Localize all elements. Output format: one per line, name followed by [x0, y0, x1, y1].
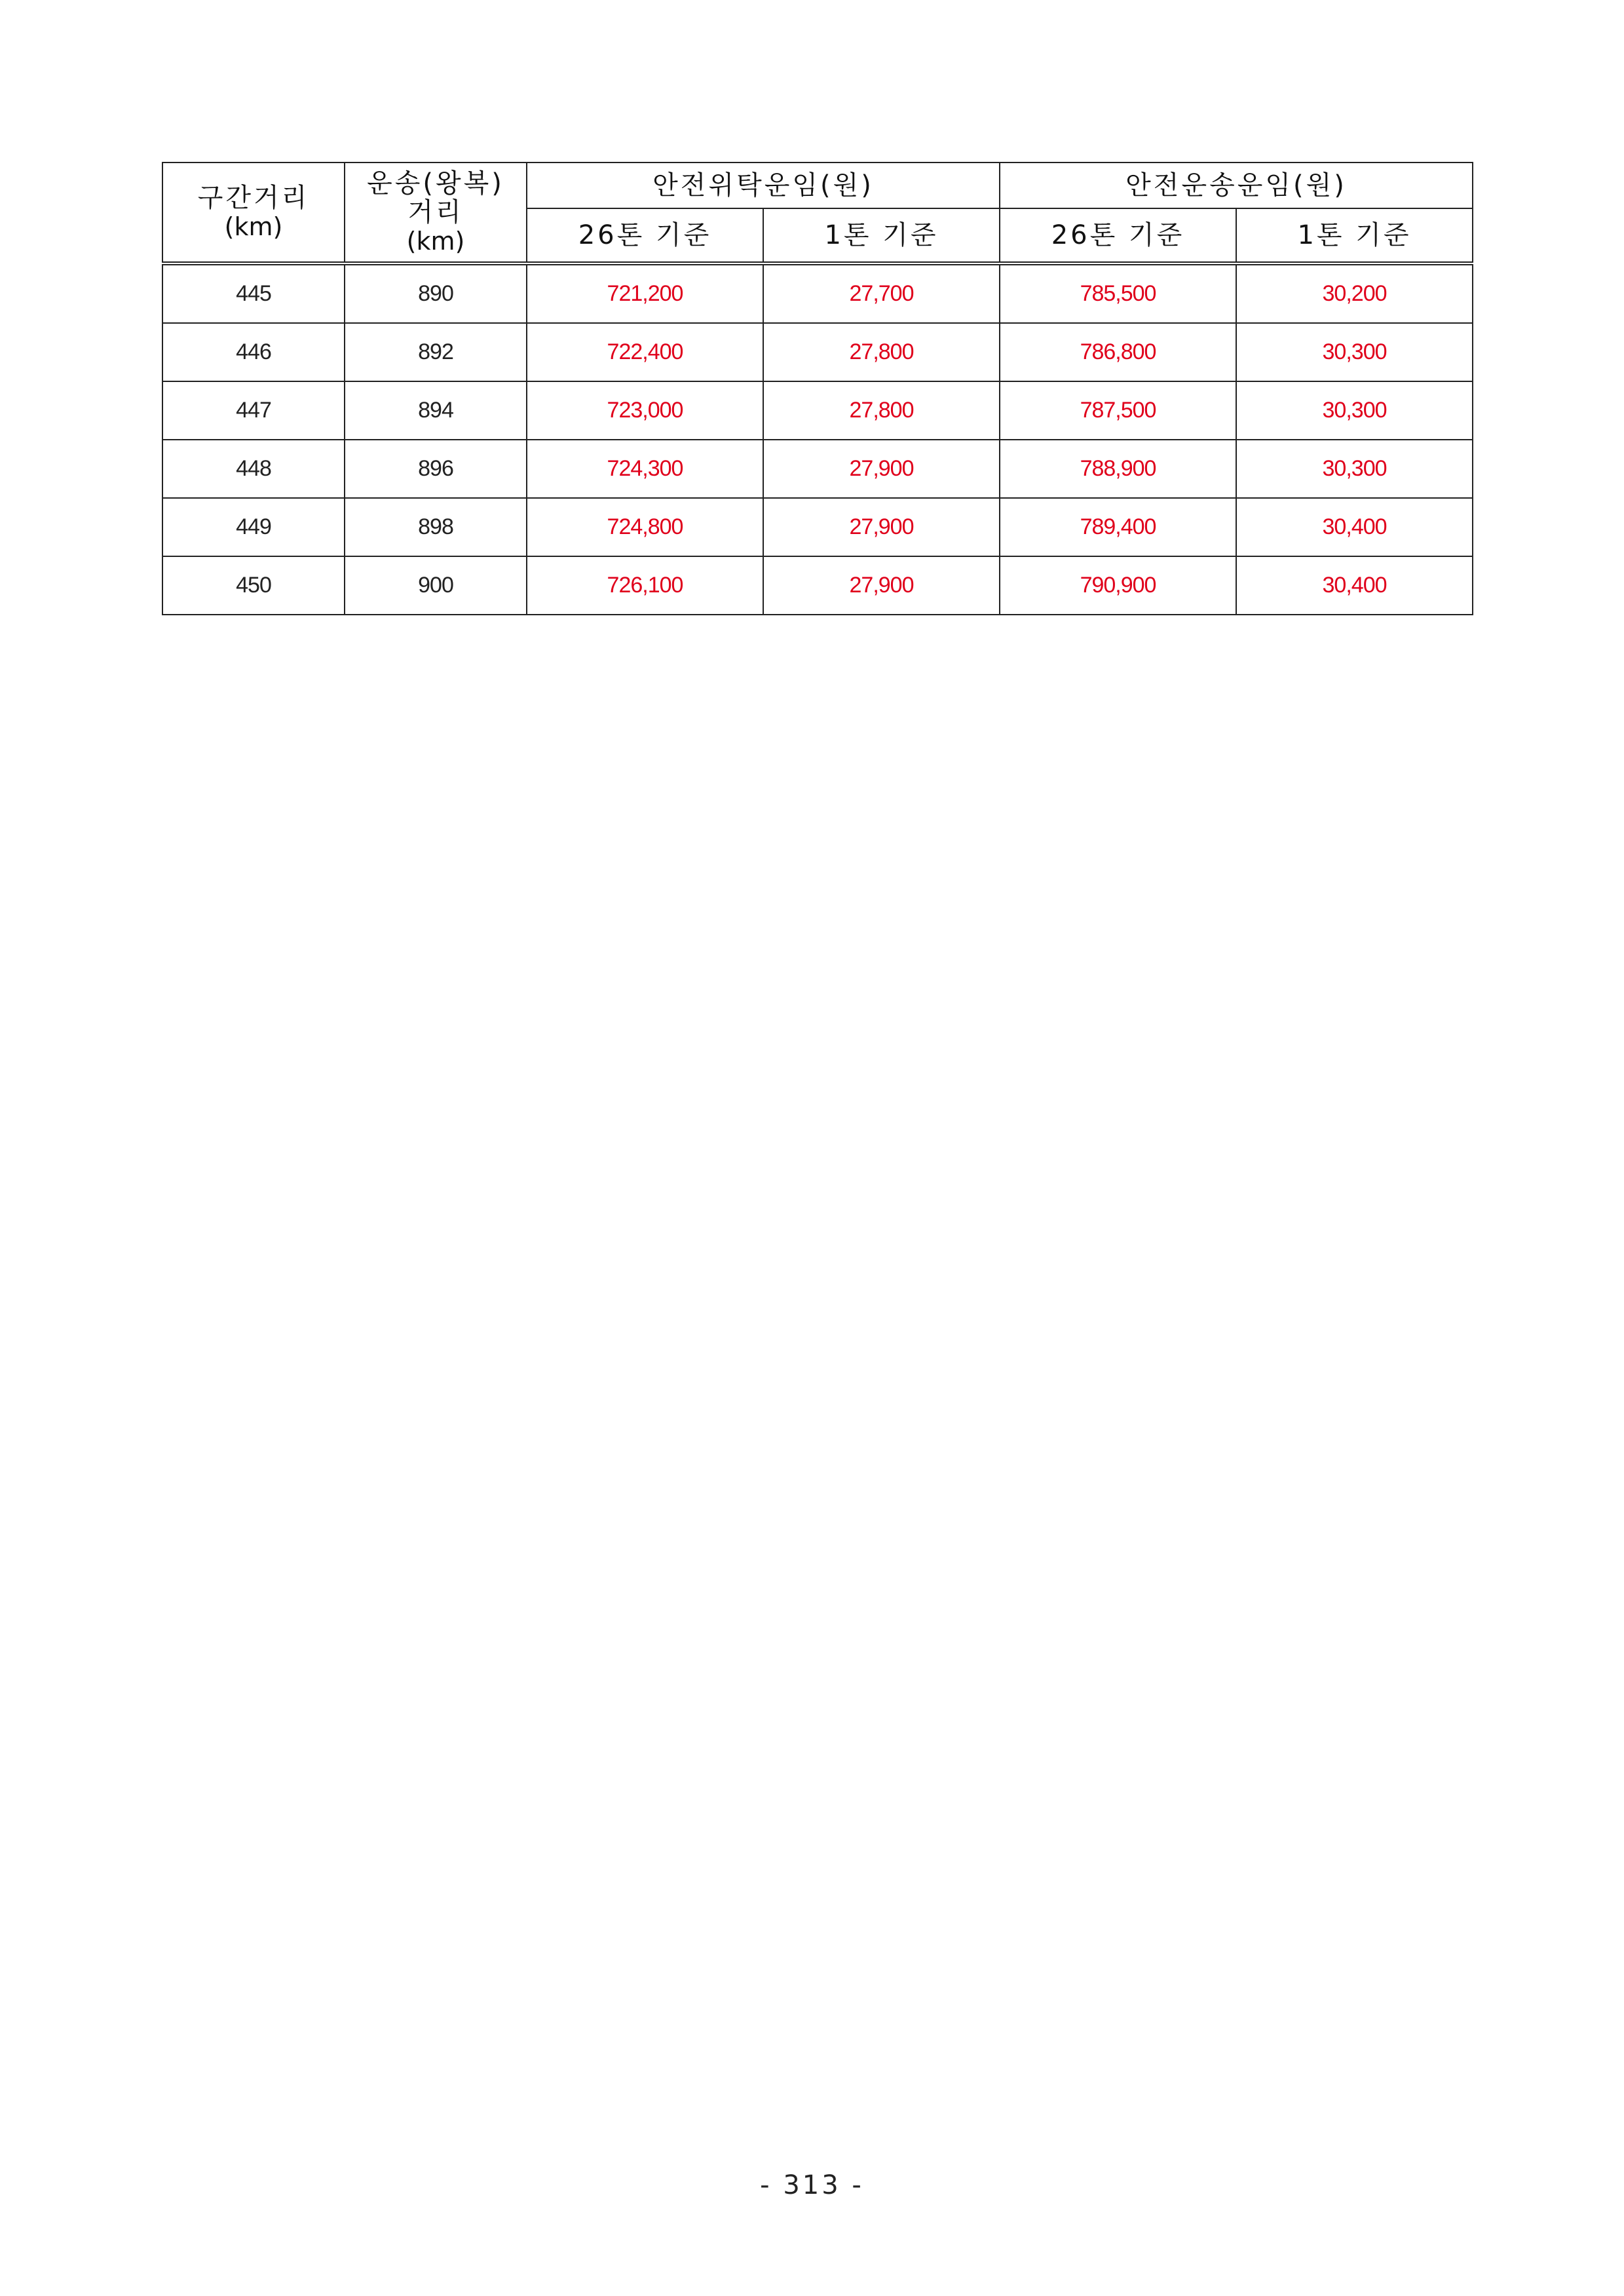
transport-distance-unit: (km) [406, 227, 465, 256]
transport-1ton-header: 1톤 기준 [1236, 208, 1473, 263]
page-number: - 313 - [760, 2170, 864, 2200]
transport-distance-label-line1: 운송(왕복) [367, 168, 504, 199]
transport-distance-label-line2: 거리 [407, 197, 464, 227]
consign-1t-cell: 27,800 [763, 323, 1000, 381]
transport-distance-header [345, 163, 527, 263]
section-km-cell: 448 [162, 440, 345, 498]
section-km-cell: 445 [162, 263, 345, 323]
transport-26t-cell: 785,500 [1000, 263, 1236, 323]
section-km-cell: 449 [162, 498, 345, 556]
table-row [162, 556, 1473, 615]
consignment-26ton-header: 26톤 기준 [527, 208, 763, 263]
consign-26t-cell: 723,000 [527, 381, 763, 440]
transport-26t-cell: 787,500 [1000, 381, 1236, 440]
consignment-1ton-header: 1톤 기준 [763, 208, 1000, 263]
transport-26ton-header: 26톤 기준 [1000, 208, 1236, 263]
consign-26t-cell: 721,200 [527, 263, 763, 323]
roundtrip-km-cell: 890 [345, 263, 527, 323]
section-distance-header [162, 163, 345, 263]
section-km-cell: 450 [162, 556, 345, 615]
consign-26t-cell: 722,400 [527, 323, 763, 381]
consign-26t-cell: 726,100 [527, 556, 763, 615]
table-row [162, 381, 1473, 440]
section-km-cell: 446 [162, 323, 345, 381]
transport-26t-cell: 789,400 [1000, 498, 1236, 556]
transport-26t-cell: 790,900 [1000, 556, 1236, 615]
transport-1t-cell: 30,300 [1236, 323, 1473, 381]
roundtrip-km-cell: 892 [345, 323, 527, 381]
section-distance-unit: (km) [224, 212, 283, 241]
transport-1t-cell: 30,300 [1236, 381, 1473, 440]
table-row [162, 498, 1473, 556]
consign-1t-cell: 27,900 [763, 556, 1000, 615]
roundtrip-km-cell: 900 [345, 556, 527, 615]
header-row-top [162, 163, 1473, 208]
consign-26t-cell: 724,800 [527, 498, 763, 556]
freight-rate-table [162, 162, 1473, 615]
transport-26t-cell: 786,800 [1000, 323, 1236, 381]
transport-1t-cell: 30,200 [1236, 263, 1473, 323]
table-row [162, 323, 1473, 381]
table-header [162, 163, 1473, 263]
section-distance-label: 구간거리 [197, 183, 310, 213]
transport-rate-header: 안전운송운임(원) [1000, 163, 1473, 208]
roundtrip-km-cell: 898 [345, 498, 527, 556]
consign-26t-cell: 724,300 [527, 440, 763, 498]
roundtrip-km-cell: 894 [345, 381, 527, 440]
transport-1t-cell: 30,400 [1236, 498, 1473, 556]
table-row [162, 263, 1473, 323]
consign-1t-cell: 27,700 [763, 263, 1000, 323]
transport-1t-cell: 30,300 [1236, 440, 1473, 498]
roundtrip-km-cell: 896 [345, 440, 527, 498]
transport-1t-cell: 30,400 [1236, 556, 1473, 615]
consign-1t-cell: 27,900 [763, 440, 1000, 498]
table-row [162, 440, 1473, 498]
transport-26t-cell: 788,900 [1000, 440, 1236, 498]
section-km-cell: 447 [162, 381, 345, 440]
consignment-rate-header: 안전위탁운임(원) [527, 163, 1000, 208]
consign-1t-cell: 27,900 [763, 498, 1000, 556]
table-body [162, 263, 1473, 615]
consign-1t-cell: 27,800 [763, 381, 1000, 440]
